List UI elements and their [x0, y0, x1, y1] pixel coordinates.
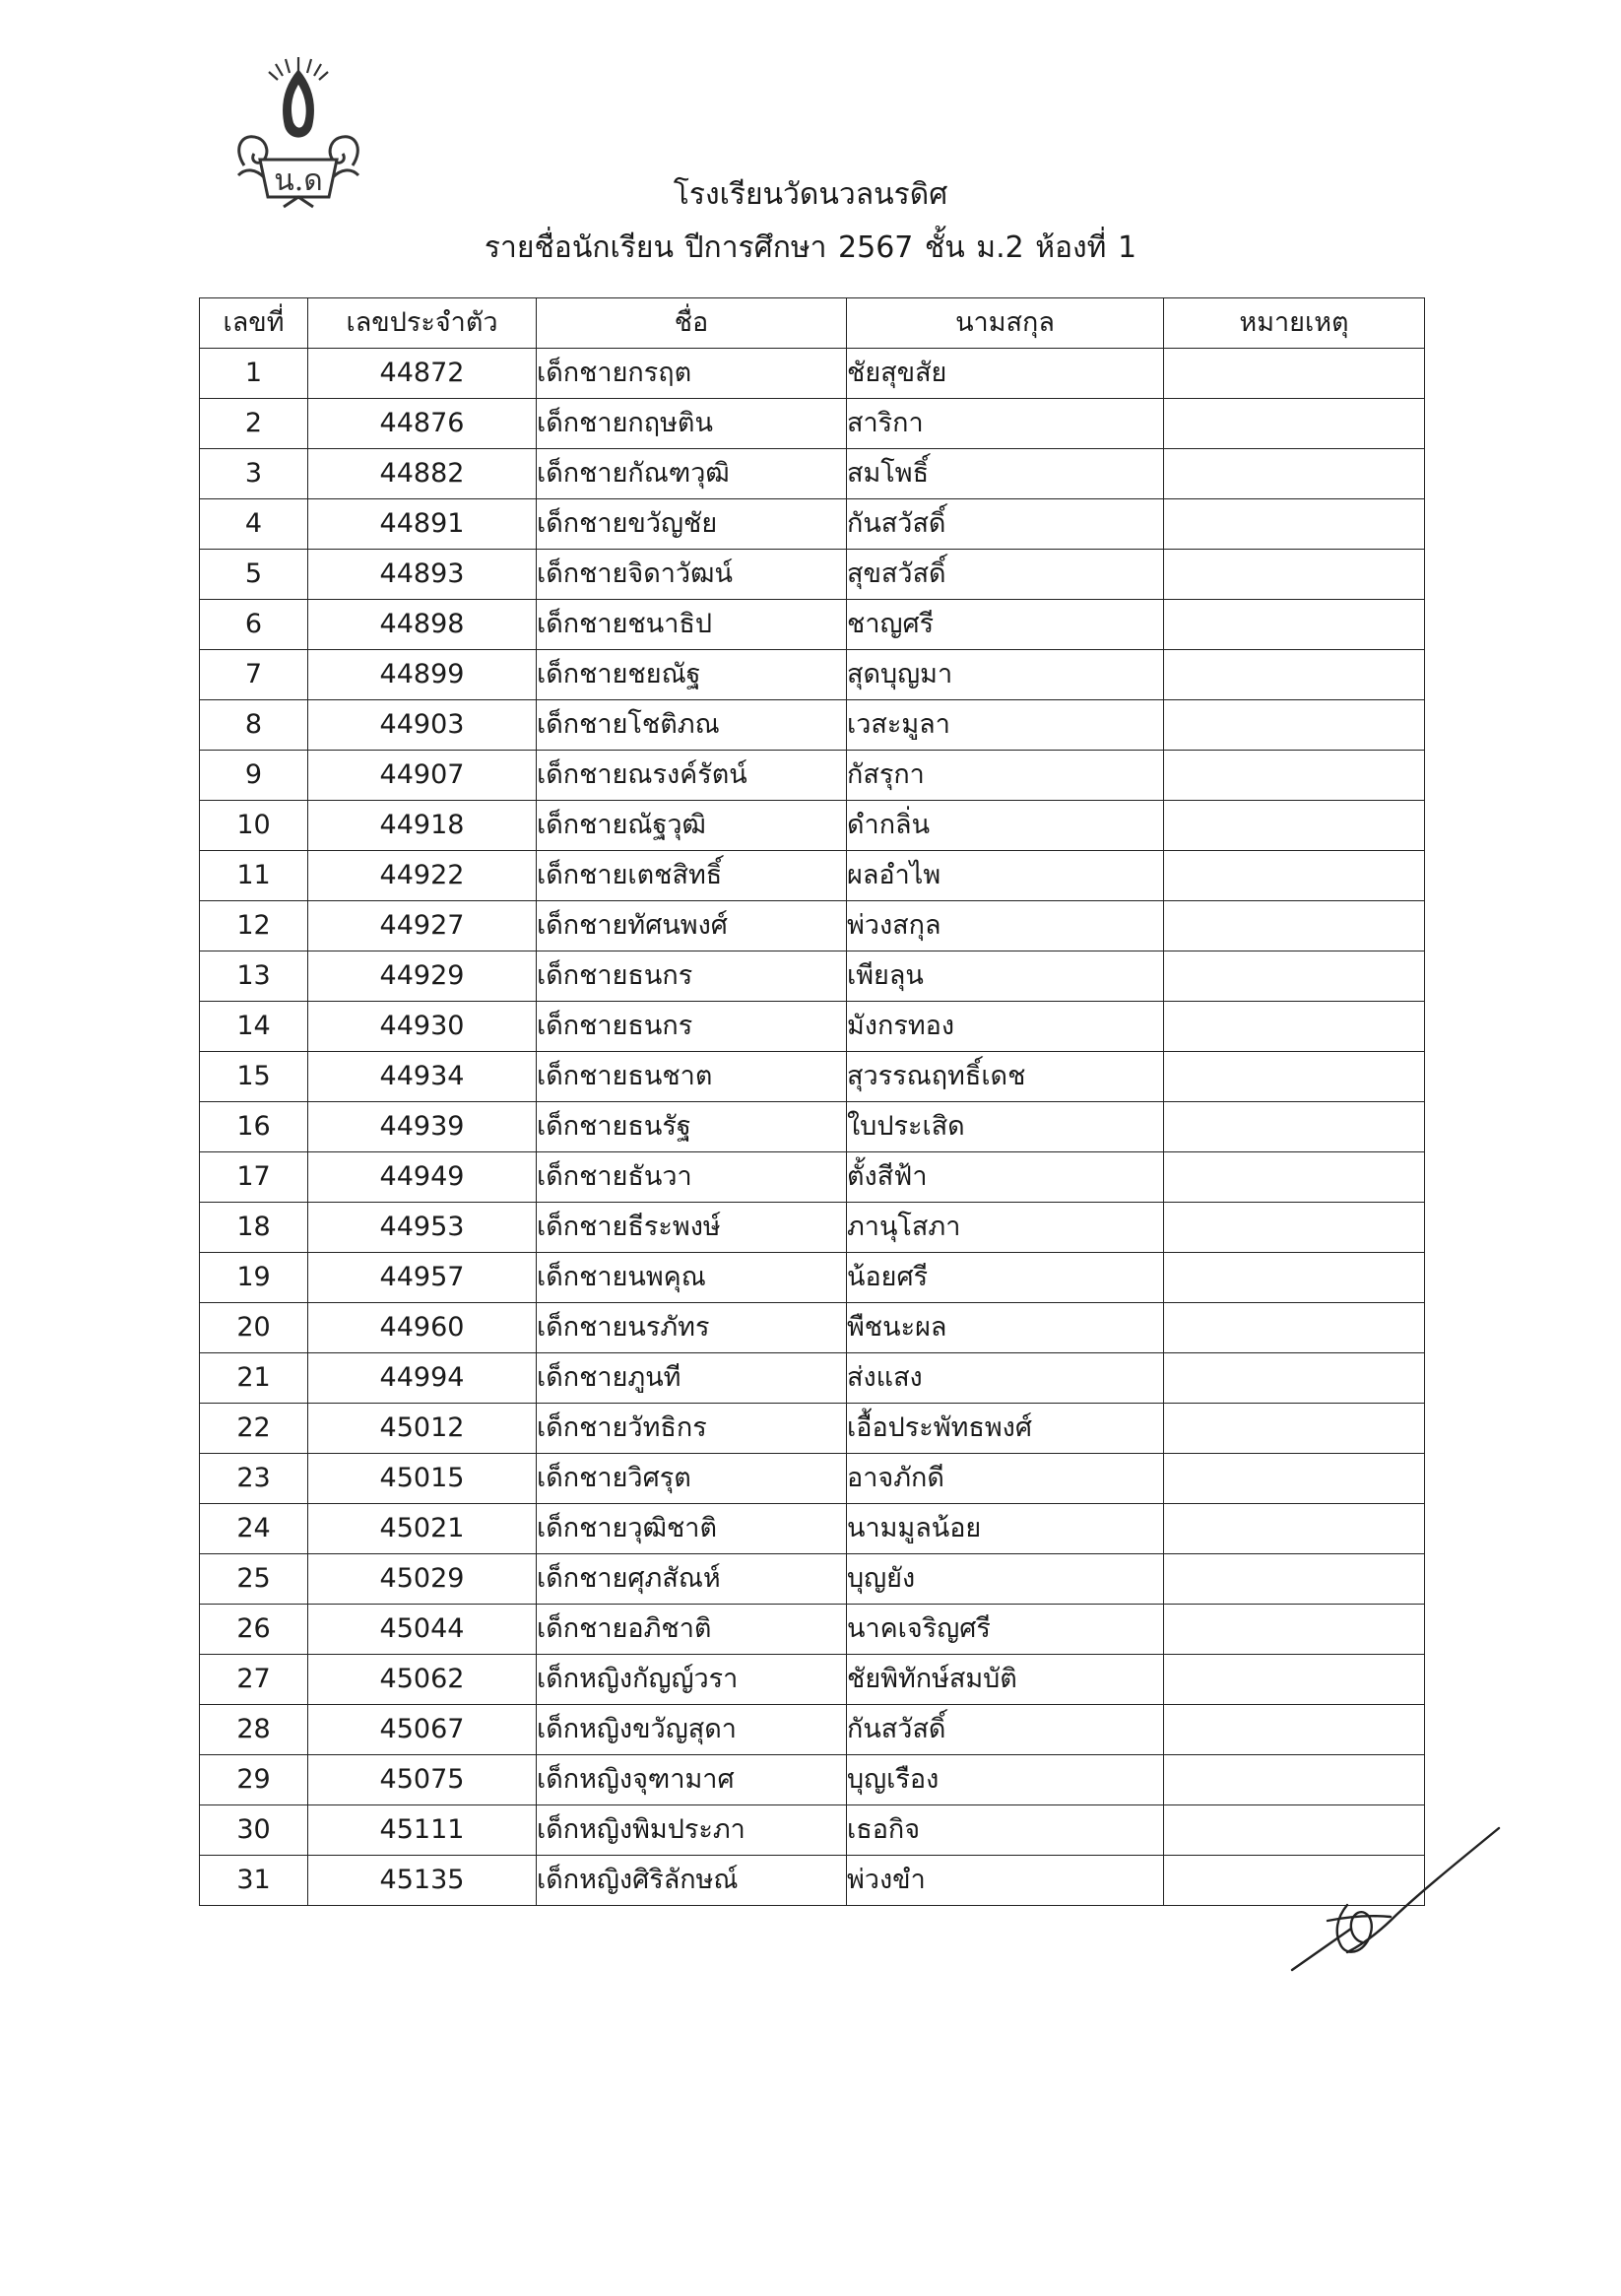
cell-surname: ชัยสุขสัย: [847, 349, 1164, 399]
cell-student-id: 44957: [308, 1253, 537, 1303]
cell-first-name: เด็กชายกฤษติน: [537, 399, 847, 449]
cell-remark: [1164, 1504, 1425, 1554]
cell-first-name: เด็กชายอภิชาติ: [537, 1605, 847, 1655]
cell-first-name: เด็กชายขวัญชัย: [537, 499, 847, 550]
cell-student-id: 45067: [308, 1705, 537, 1755]
cell-student-id: 45044: [308, 1605, 537, 1655]
column-header-remark: หมายเหตุ: [1164, 298, 1425, 349]
cell-remark: [1164, 1655, 1425, 1705]
cell-number: 3: [200, 449, 308, 499]
cell-number: 26: [200, 1605, 308, 1655]
cell-remark: [1164, 550, 1425, 600]
cell-number: 4: [200, 499, 308, 550]
cell-surname: นามมูลน้อย: [847, 1504, 1164, 1554]
cell-remark: [1164, 1404, 1425, 1454]
cell-remark: [1164, 650, 1425, 700]
cell-student-id: 44929: [308, 951, 537, 1002]
cell-number: 1: [200, 349, 308, 399]
cell-number: 2: [200, 399, 308, 449]
table-row: [200, 650, 1425, 700]
cell-student-id: 44960: [308, 1303, 537, 1353]
cell-first-name: เด็กชายนรภัทร: [537, 1303, 847, 1353]
table-row: [200, 700, 1425, 751]
cell-student-id: 45062: [308, 1655, 537, 1705]
cell-number: 6: [200, 600, 308, 650]
cell-remark: [1164, 951, 1425, 1002]
cell-remark: [1164, 1705, 1425, 1755]
cell-number: 31: [200, 1856, 308, 1906]
cell-remark: [1164, 1454, 1425, 1504]
cell-surname: ใบประเสิด: [847, 1102, 1164, 1152]
cell-surname: นาคเจริญศรี: [847, 1605, 1164, 1655]
cell-first-name: เด็กชายธนชาต: [537, 1052, 847, 1102]
cell-first-name: เด็กชายศุภสัณห์: [537, 1554, 847, 1605]
cell-student-id: 44918: [308, 801, 537, 851]
cell-remark: [1164, 1102, 1425, 1152]
cell-first-name: เด็กชายธนรัฐ: [537, 1102, 847, 1152]
cell-number: 9: [200, 751, 308, 801]
cell-number: 16: [200, 1102, 308, 1152]
cell-first-name: เด็กหญิงจุฑามาศ: [537, 1755, 847, 1805]
logo-text: น.ด: [274, 164, 323, 198]
cell-surname: สุขสวัสดิ์: [847, 550, 1164, 600]
cell-remark: [1164, 600, 1425, 650]
cell-first-name: เด็กชายภูนที: [537, 1353, 847, 1404]
cell-surname: เธอกิจ: [847, 1805, 1164, 1856]
cell-first-name: เด็กชายณรงค์รัตน์: [537, 751, 847, 801]
cell-number: 21: [200, 1353, 308, 1404]
cell-student-id: 45012: [308, 1404, 537, 1454]
cell-remark: [1164, 499, 1425, 550]
cell-student-id: 44927: [308, 901, 537, 951]
cell-first-name: เด็กชายธันวา: [537, 1152, 847, 1203]
cell-number: 15: [200, 1052, 308, 1102]
table-row: [200, 550, 1425, 600]
cell-surname: มังกรทอง: [847, 1002, 1164, 1052]
table-row: [200, 1303, 1425, 1353]
cell-student-id: 44872: [308, 349, 537, 399]
table-row: [200, 1404, 1425, 1454]
cell-first-name: เด็กหญิงขวัญสุดา: [537, 1705, 847, 1755]
cell-first-name: เด็กหญิงกัญญ์วรา: [537, 1655, 847, 1705]
cell-remark: [1164, 1152, 1425, 1203]
cell-number: 10: [200, 801, 308, 851]
cell-number: 12: [200, 901, 308, 951]
cell-student-id: 44949: [308, 1152, 537, 1203]
cell-number: 22: [200, 1404, 308, 1454]
table-row: [200, 1253, 1425, 1303]
table-row: [200, 851, 1425, 901]
cell-first-name: เด็กชายทัศนพงศ์: [537, 901, 847, 951]
cell-number: 11: [200, 851, 308, 901]
cell-surname: สุวรรณฤทธิ์เดช: [847, 1052, 1164, 1102]
cell-surname: ดำกลิ่น: [847, 801, 1164, 851]
cell-student-id: 44882: [308, 449, 537, 499]
table-row: [200, 751, 1425, 801]
cell-remark: [1164, 399, 1425, 449]
table-row: [200, 1353, 1425, 1404]
cell-surname: บุญเรือง: [847, 1755, 1164, 1805]
table-row: [200, 1002, 1425, 1052]
cell-surname: พืชนะผล: [847, 1303, 1164, 1353]
cell-first-name: เด็กชายนพคุณ: [537, 1253, 847, 1303]
table-row: [200, 1705, 1425, 1755]
cell-first-name: เด็กชายจิดาวัฒน์: [537, 550, 847, 600]
cell-student-id: 45021: [308, 1504, 537, 1554]
cell-surname: ชาญศรี: [847, 600, 1164, 650]
cell-number: 27: [200, 1655, 308, 1705]
cell-student-id: 44899: [308, 650, 537, 700]
cell-surname: กัสรุกา: [847, 751, 1164, 801]
cell-number: 8: [200, 700, 308, 751]
cell-first-name: เด็กชายชนาธิป: [537, 600, 847, 650]
table-row: [200, 1755, 1425, 1805]
cell-remark: [1164, 1353, 1425, 1404]
table-row: [200, 1052, 1425, 1102]
cell-remark: [1164, 1253, 1425, 1303]
cell-student-id: 44898: [308, 600, 537, 650]
table-row: [200, 1605, 1425, 1655]
cell-surname: พ่วงสกุล: [847, 901, 1164, 951]
cell-surname: ส่งแสง: [847, 1353, 1164, 1404]
cell-surname: ชัยพิทักษ์สมบัติ: [847, 1655, 1164, 1705]
table-row: [200, 1805, 1425, 1856]
cell-surname: พ่วงขำ: [847, 1856, 1164, 1906]
school-name: โรงเรียนวัดนวลนรดิศ: [673, 177, 948, 212]
cell-first-name: เด็กหญิงศิริลักษณ์: [537, 1856, 847, 1906]
cell-surname: สุดบุญมา: [847, 650, 1164, 700]
table-row: [200, 901, 1425, 951]
cell-remark: [1164, 1002, 1425, 1052]
cell-first-name: เด็กชายณัฐวุฒิ: [537, 801, 847, 851]
cell-surname: ผลอำไพ: [847, 851, 1164, 901]
cell-remark: [1164, 1203, 1425, 1253]
cell-surname: บุญยัง: [847, 1554, 1164, 1605]
table-row: [200, 951, 1425, 1002]
cell-student-id: 44953: [308, 1203, 537, 1253]
column-header-surname: นามสกุล: [847, 298, 1164, 349]
cell-remark: [1164, 901, 1425, 951]
cell-first-name: เด็กชายธนกร: [537, 1002, 847, 1052]
cell-number: 23: [200, 1454, 308, 1504]
cell-surname: เพียลุน: [847, 951, 1164, 1002]
cell-surname: กันสวัสดิ์: [847, 499, 1164, 550]
cell-student-id: 44891: [308, 499, 537, 550]
cell-student-id: 44939: [308, 1102, 537, 1152]
cell-surname: ตั้งสีฟ้า: [847, 1152, 1164, 1203]
cell-first-name: เด็กชายวิศรุต: [537, 1454, 847, 1504]
cell-student-id: 44994: [308, 1353, 537, 1404]
cell-first-name: เด็กชายธนกร: [537, 951, 847, 1002]
table-row: [200, 1203, 1425, 1253]
cell-student-id: 44876: [308, 399, 537, 449]
cell-student-id: 44903: [308, 700, 537, 751]
cell-number: 24: [200, 1504, 308, 1554]
table-row: [200, 399, 1425, 449]
cell-remark: [1164, 1605, 1425, 1655]
cell-student-id: 44907: [308, 751, 537, 801]
cell-remark: [1164, 449, 1425, 499]
table-row: [200, 1504, 1425, 1554]
cell-remark: [1164, 1303, 1425, 1353]
cell-first-name: เด็กชายโชติภณ: [537, 700, 847, 751]
signature-mark: [1288, 1826, 1505, 1974]
cell-surname: น้อยศรี: [847, 1253, 1164, 1303]
cell-number: 19: [200, 1253, 308, 1303]
cell-remark: [1164, 801, 1425, 851]
table-row: [200, 1454, 1425, 1504]
cell-remark: [1164, 700, 1425, 751]
cell-surname: อาจภักดี: [847, 1454, 1164, 1504]
cell-number: 20: [200, 1303, 308, 1353]
table-row: [200, 1554, 1425, 1605]
table-row: [200, 449, 1425, 499]
cell-first-name: เด็กชายธีระพงษ์: [537, 1203, 847, 1253]
cell-student-id: 44930: [308, 1002, 537, 1052]
cell-first-name: เด็กชายชยณัฐ: [537, 650, 847, 700]
table-row: [200, 499, 1425, 550]
cell-number: 25: [200, 1554, 308, 1605]
cell-number: 14: [200, 1002, 308, 1052]
cell-surname: สาริกา: [847, 399, 1164, 449]
cell-remark: [1164, 349, 1425, 399]
cell-number: 13: [200, 951, 308, 1002]
cell-number: 5: [200, 550, 308, 600]
student-roster-table: [199, 297, 1425, 1906]
column-header-student-id: เลขประจำตัว: [308, 298, 537, 349]
table-header-row: [200, 298, 1425, 349]
cell-number: 30: [200, 1805, 308, 1856]
column-header-first-name: ชื่อ: [537, 298, 847, 349]
cell-remark: [1164, 1755, 1425, 1805]
table-row: [200, 1152, 1425, 1203]
cell-student-id: 45029: [308, 1554, 537, 1605]
cell-student-id: 45015: [308, 1454, 537, 1504]
column-header-number: เลขที่: [200, 298, 308, 349]
table-row: [200, 1102, 1425, 1152]
cell-number: 29: [200, 1755, 308, 1805]
cell-student-id: 44893: [308, 550, 537, 600]
cell-first-name: เด็กชายวุฒิชาติ: [537, 1504, 847, 1554]
cell-first-name: เด็กหญิงพิมประภา: [537, 1805, 847, 1856]
table-row: [200, 801, 1425, 851]
cell-first-name: เด็กชายเตชสิทธิ์: [537, 851, 847, 901]
cell-surname: เวสะมูลา: [847, 700, 1164, 751]
table-row: [200, 600, 1425, 650]
document-subtitle: รายชื่อนักเรียน ปีการศึกษา 2567 ชั้น ม.2 ห้องที่ 1: [484, 230, 1137, 265]
cell-number: 17: [200, 1152, 308, 1203]
cell-number: 28: [200, 1705, 308, 1755]
cell-remark: [1164, 1554, 1425, 1605]
table-row: [200, 349, 1425, 399]
cell-surname: กันสวัสดิ์: [847, 1705, 1164, 1755]
cell-number: 7: [200, 650, 308, 700]
table-row: [200, 1655, 1425, 1705]
cell-first-name: เด็กชายกัณฑวุฒิ: [537, 449, 847, 499]
cell-surname: ภานุโสภา: [847, 1203, 1164, 1253]
cell-student-id: 45075: [308, 1755, 537, 1805]
cell-surname: เอื้อประพัทธพงศ์: [847, 1404, 1164, 1454]
cell-first-name: เด็กชายวัทธิกร: [537, 1404, 847, 1454]
cell-surname: สมโพธิ์: [847, 449, 1164, 499]
cell-remark: [1164, 751, 1425, 801]
cell-student-id: 44922: [308, 851, 537, 901]
cell-remark: [1164, 851, 1425, 901]
cell-student-id: 45111: [308, 1805, 537, 1856]
cell-first-name: เด็กชายกรฤต: [537, 349, 847, 399]
cell-remark: [1164, 1052, 1425, 1102]
cell-number: 18: [200, 1203, 308, 1253]
table-row: [200, 1856, 1425, 1906]
cell-student-id: 44934: [308, 1052, 537, 1102]
cell-student-id: 45135: [308, 1856, 537, 1906]
